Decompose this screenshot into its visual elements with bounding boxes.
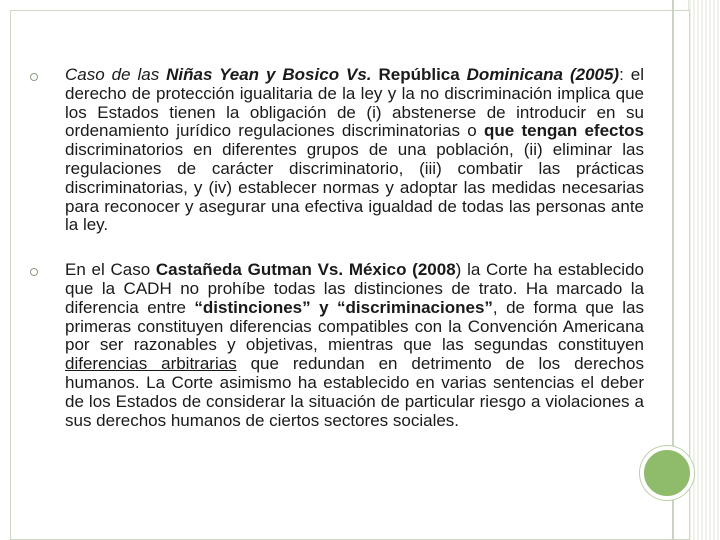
- bullet-item: [30, 66, 644, 235]
- text-segment: discriminatorios en diferentes grupos de una población, (ii) eliminar las regulaciones de carácter discriminatorio, (iii) combatir las prácticas discriminatorias, y (iv) establecer normas y adoptar las medidas necesarias para reconocer y asegurar una efectiva igualdad de todas las personas ante la ley.: [65, 140, 644, 235]
- text-segment: que redundan en detrimento de los derechos humanos. La Corte asimismo ha establecido en varias sentencias el deber de los Estados de considerar la situación de particular riesgo a violaciones a sus derechos humanos de ciertos sectores sociales.: [65, 354, 645, 430]
- circle-bullet-icon: [30, 268, 38, 276]
- text-segment: diferencias arbitrarias: [65, 354, 237, 374]
- slide-content: [30, 66, 644, 456]
- right-decorative-stripe: [688, 0, 720, 540]
- bullet-paragraph: [65, 66, 644, 235]
- text-segment: Castañeda Gutman Vs. México (2008: [155, 260, 456, 280]
- text-segment: : el derecho de protección igualitaria de la ley y la no discriminación implica que los Estados tienen la obligación de (i) abstenerse de introducir en su ordenamiento jurídico regulaciones discriminatorias o: [65, 65, 644, 141]
- text-segment: “distinciones” y “discriminaciones”: [194, 297, 493, 317]
- text-segment: Niñas Yean y Bosico Vs.: [166, 65, 372, 84]
- bullet-paragraph: [65, 261, 644, 430]
- text-segment: , de forma que las primeras constituyen diferencias compatibles con la Convención Americana por ser razonables y objetivas, mientras que las segundas constituyen: [65, 297, 644, 355]
- text-segment: que tengan efectos: [484, 121, 644, 141]
- circle-bullet-icon: [30, 73, 38, 81]
- text-segment: Dominicana (2005): [466, 65, 620, 84]
- text-segment: En el Caso: [65, 260, 156, 280]
- text-segment: Caso de las: [65, 65, 167, 84]
- text-segment: República: [371, 65, 467, 84]
- decorative-circle: [640, 446, 694, 500]
- text-segment: ) la Corte ha establecido que la CADH no prohíbe todas las distinciones de trato. Ha marcado la diferencia entre: [65, 260, 644, 317]
- bullet-item: [30, 261, 644, 430]
